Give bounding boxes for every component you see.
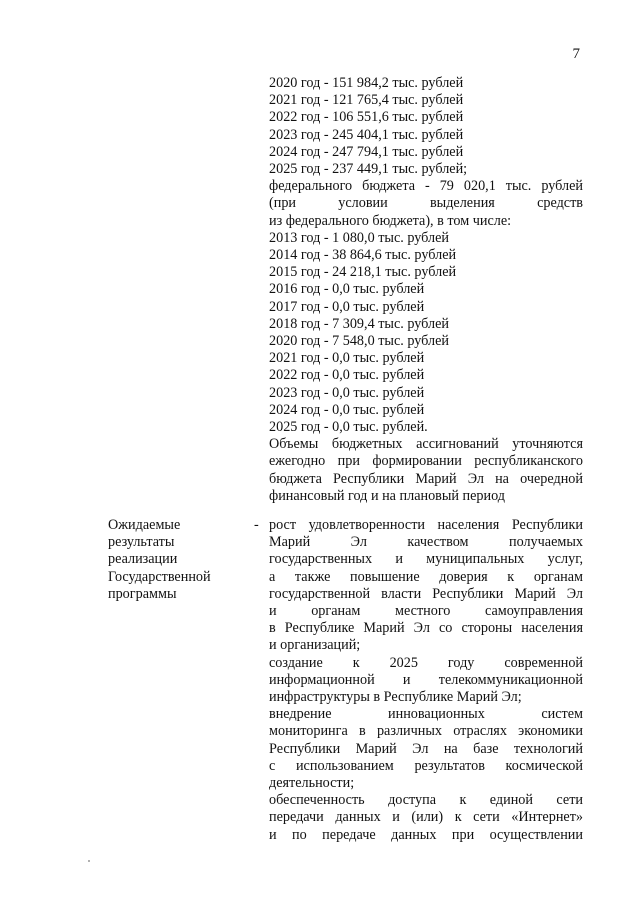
result-line: в Республике Марий Эл со стороны населения	[269, 620, 583, 637]
funding-line: 2024 год - 247 794,1 тыс. рублей	[269, 143, 464, 160]
funding-line: из федерального бюджета), в том числе:	[269, 212, 512, 229]
funding-line: 2023 год - 245 404,1 тыс. рублей	[269, 126, 464, 143]
label-line: Ожидаемые	[108, 517, 181, 533]
funding-line: 2020 год - 151 984,2 тыс. рублей	[269, 75, 464, 91]
funding-section	[269, 75, 583, 505]
result-line: государственных и муниципальных услуг,	[269, 551, 583, 568]
funding-line: 2018 год - 7 309,4 тыс. рублей	[269, 315, 449, 332]
list-dash: -	[254, 517, 259, 533]
result-line: создание к 2025 году современной	[269, 654, 583, 671]
funding-line: 2023 год - 0,0 тыс. рублей	[269, 384, 425, 401]
scan-speck	[88, 860, 90, 862]
result-line: государственной власти Республики Марий Эл	[269, 585, 583, 602]
funding-line: 2017 год - 0,0 тыс. рублей	[269, 298, 425, 315]
label-line: Государственной	[108, 568, 211, 585]
result-line: рост удовлетворенности населения Республики	[269, 517, 583, 533]
expected-results-label	[108, 517, 248, 603]
result-line: обеспеченность доступа к единой сети	[269, 792, 583, 809]
page-number: 7	[572, 46, 580, 62]
result-line: передачи данных и (или) к сети «Интернет»	[269, 809, 583, 826]
funding-line: финансовый год и на плановый период	[269, 487, 506, 504]
result-line: Марий Эл качеством получаемых	[269, 534, 583, 551]
result-line: с использованием результатов космической	[269, 757, 583, 774]
funding-line: 2014 год - 38 864,6 тыс. рублей	[269, 247, 457, 264]
result-line: мониторинга в различных отраслях экономики	[269, 723, 583, 740]
funding-line: 2021 год - 121 765,4 тыс. рублей	[269, 92, 464, 109]
funding-line: 2025 год - 237 449,1 тыс. рублей;	[269, 161, 468, 178]
funding-line: 2015 год - 24 218,1 тыс. рублей	[269, 264, 457, 281]
result-line: и по передаче данных при осуществлении	[269, 826, 583, 843]
label-line: результаты	[108, 534, 175, 551]
funding-line: бюджета Республики Марий Эл на очередной	[269, 470, 583, 487]
funding-line: 2013 год - 1 080,0 тыс. рублей	[269, 229, 449, 246]
result-line: инфраструктуры в Республике Марий Эл;	[269, 689, 522, 706]
funding-line: 2016 год - 0,0 тыс. рублей	[269, 281, 425, 298]
result-line: а также повышение доверия к органам	[269, 568, 583, 585]
label-line: реализации	[108, 551, 178, 568]
funding-line: 2025 год - 0,0 тыс. рублей.	[269, 419, 428, 436]
result-line: информационной и телекоммуникационной	[269, 671, 583, 688]
result-line: Республики Марий Эл на базе технологий	[269, 740, 583, 757]
funding-line: (при условии выделения средств	[269, 195, 583, 212]
result-line: и органам местного самоуправления	[269, 603, 583, 620]
funding-line: ежегодно при формировании республиканского	[269, 453, 583, 470]
funding-line: 2022 год - 0,0 тыс. рублей	[269, 367, 425, 384]
result-line: деятельности;	[269, 775, 355, 792]
funding-line: 2022 год - 106 551,6 тыс. рублей	[269, 109, 464, 126]
funding-line: 2024 год - 0,0 тыс. рублей	[269, 401, 425, 418]
funding-line: федерального бюджета - 79 020,1 тыс. рублей	[269, 178, 583, 195]
funding-line: 2021 год - 0,0 тыс. рублей	[269, 350, 425, 367]
result-line: внедрение инновационных систем	[269, 706, 583, 723]
expected-results-text	[269, 517, 583, 844]
funding-line: 2020 год - 7 548,0 тыс. рублей	[269, 333, 449, 350]
label-line: программы	[108, 585, 177, 602]
result-line: и организаций;	[269, 637, 361, 654]
funding-line: Объемы бюджетных ассигнований уточняются	[269, 436, 583, 453]
